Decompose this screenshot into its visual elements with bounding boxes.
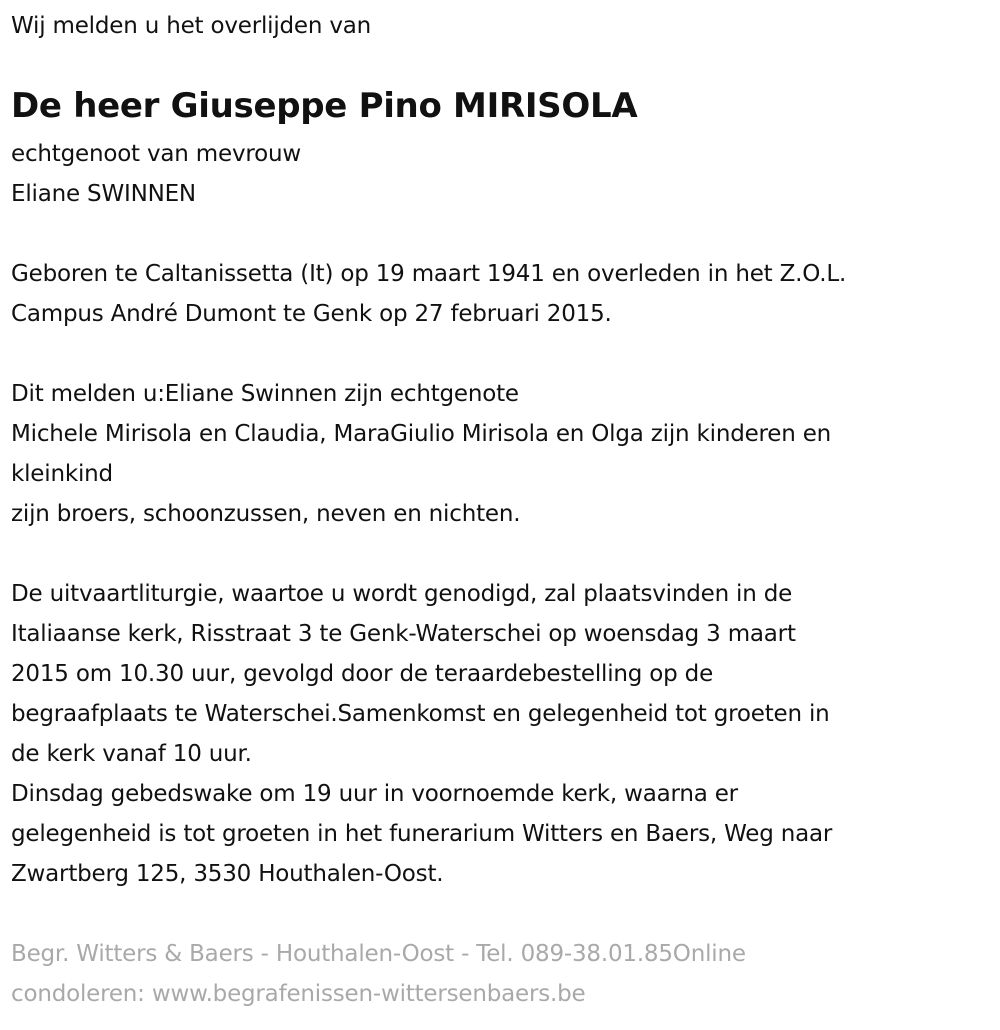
funeral-block xyxy=(11,574,832,894)
birth-death-line: Campus André Dumont te Genk op 27 februari 2015. xyxy=(11,301,612,327)
wake-line: Dinsdag gebedswake om 19 uur in voornoemde kerk, waarna er xyxy=(11,781,738,807)
family-line: Dit melden u:Eliane Swinnen zijn echtgenote xyxy=(11,381,519,407)
funeral-home-footer xyxy=(11,934,746,1014)
wake-line: gelegenheid is tot groeten in het funerarium Witters en Baers, Weg naar xyxy=(11,821,833,847)
deceased-name: De heer Giuseppe Pino MIRISOLA xyxy=(11,86,638,126)
funeral-line: De uitvaartliturgie, waartoe u wordt genodigd, zal plaatsvinden in de xyxy=(11,581,793,607)
wake-line: Zwartberg 125, 3530 Houthalen-Oost. xyxy=(11,861,444,887)
footer-line: condoleren: www.begrafenissen-wittersenbaers.be xyxy=(11,981,586,1007)
family-block xyxy=(11,374,831,534)
funeral-line: Italiaanse kerk, Risstraat 3 te Genk-Waterschei op woensdag 3 maart xyxy=(11,621,796,647)
funeral-line: begraafplaats te Waterschei.Samenkomst en gelegenheid tot groeten in xyxy=(11,701,830,727)
funeral-line: de kerk vanaf 10 uur. xyxy=(11,741,252,767)
funeral-line: 2015 om 10.30 uur, gevolgd door de teraardebestelling op de xyxy=(11,661,714,687)
spouse-line: echtgenoot van mevrouw xyxy=(11,141,301,167)
intro-text: Wij melden u het overlijden van xyxy=(11,13,372,39)
family-line: kleinkind xyxy=(11,461,113,487)
birth-death-line: Geboren te Caltanissetta (It) op 19 maart 1941 en overleden in het Z.O.L. xyxy=(11,261,847,287)
birth-death-block xyxy=(11,254,846,334)
family-line: Michele Mirisola en Claudia, MaraGiulio Mirisola en Olga zijn kinderen en xyxy=(11,421,832,447)
spouse-name: Eliane SWINNEN xyxy=(11,181,196,207)
family-line: zijn broers, schoonzussen, neven en nichten. xyxy=(11,501,521,527)
footer-line: Begr. Witters & Baers - Houthalen-Oost - Tel. 089-38.01.85Online xyxy=(11,941,746,967)
spouse-block xyxy=(11,134,301,214)
